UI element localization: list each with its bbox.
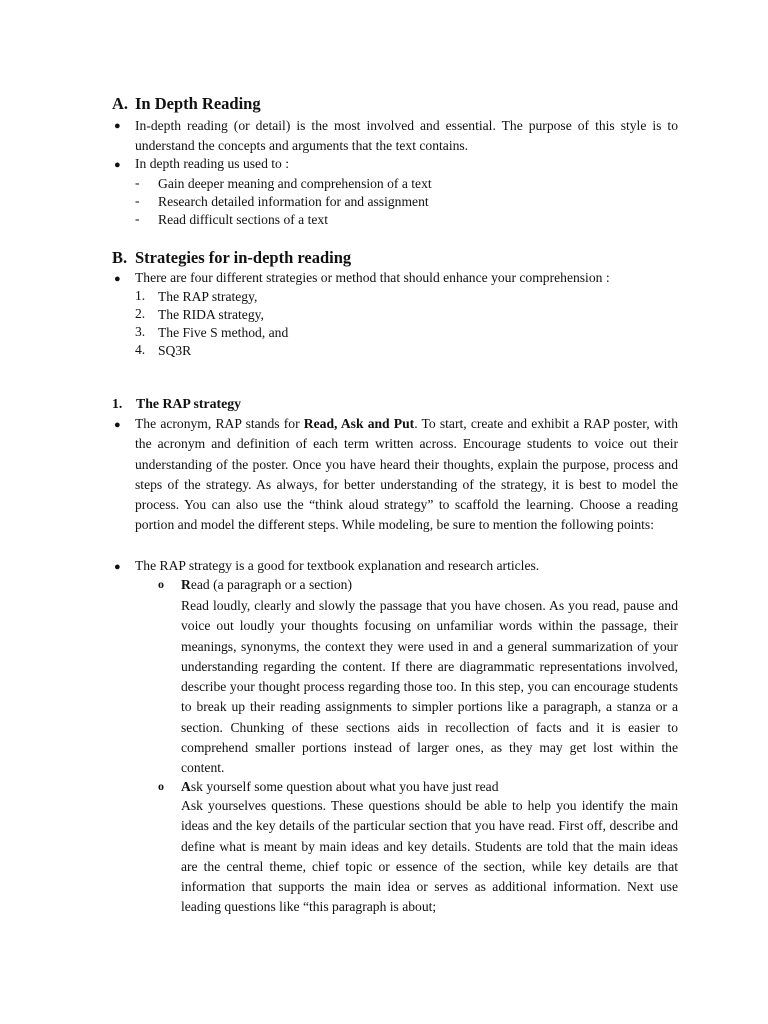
bullet-icon: ● [114,120,121,132]
use-item-1: Gain deeper meaning and comprehension of a text [158,176,432,191]
use-item-2: Research detailed information for and assignment [158,194,429,209]
ask-step-body: Ask yourselves questions. These questions should be able to help you identify the main ideas and the key details of the particular section that you have read. First off, describe and define what is meant by main ideas and key details. Students are told that the main ideas are the central theme, chief topic or essence of the section, while key details are that information that supports the main idea or serves as additional information. Next use leading questions like “this paragraph is about; [181,798,678,915]
dash-marker: - [135,211,140,226]
rap-paragraph-2: The RAP strategy is a good for textbook explanation and research articles. [135,558,540,573]
section-b-intro: There are four different strategies or method that should enhance your comprehension : [135,270,610,285]
bullet-icon: ● [114,159,121,171]
list-number: 3. [135,324,146,339]
strategy-item-2: The RIDA strategy, [158,307,264,322]
section-a-bullet-1: In-depth reading (or detail) is the most involved and essential. The purpose of this style is to understand the concepts and arguments that the text contains. [135,118,678,154]
circle-bullet-icon: o [158,577,164,591]
circle-bullet-icon: o [158,779,164,793]
dash-marker: - [135,175,140,190]
section-b-heading: B. Strategies for in-depth reading [112,248,352,267]
bullet-icon: ● [114,561,121,573]
bullet-icon: ● [114,273,121,285]
rap-paragraph-1: The acronym, RAP stands for Read, Ask and Put. To start, create and exhibit a RAP poster, with the acronym and definition of each term written across. Encourage students to voice out their understanding of the poster. Once you have heard their thoughts, explain the purpose, process and steps of the strategy. As always, for better understanding of the strategy, it is best to model the process. You can also use the “think aloud strategy” to scaffold the learning. Choose a reading portion and model the different steps. While modeling, be sure to mention the following points: [135,416,678,533]
read-step-heading: Read (a paragraph or a section) [181,577,352,592]
bullet-icon: ● [114,419,121,431]
strategy-item-4: SQ3R [158,343,192,358]
strategy-item-3: The Five S method, and [158,325,289,340]
read-step-body: Read loudly, clearly and slowly the passage that you have chosen. As you read, pause and voice out loudly your thoughts focusing on unfamiliar words within the passage, their meanings, synonyms, the context they were used in and a general summarization of your understanding regarding the content. If there are diagrammatic representations involved, describe your thought process regarding those too. In this step, you can encourage students to break up their reading assignments to simpler portions like a paragraph, a stanza or a section. Chunking of these sections aids in recollection of facts and it is easier to comprehend smaller portions instead of larger ones, as they may get lost within the content. [181,598,678,776]
list-number: 4. [135,342,146,357]
strategy-item-1: The RAP strategy, [158,289,258,304]
rap-heading: 1. The RAP strategy [112,396,241,411]
list-number: 1. [135,288,146,303]
ask-step-heading: Ask yourself some question about what you have just read [181,779,499,794]
dash-marker: - [135,193,140,208]
list-number: 2. [135,306,146,321]
use-item-3: Read difficult sections of a text [158,212,329,227]
section-a-heading: A. In Depth Reading [112,94,261,113]
section-a-bullet-2: In depth reading us used to : [135,156,290,171]
